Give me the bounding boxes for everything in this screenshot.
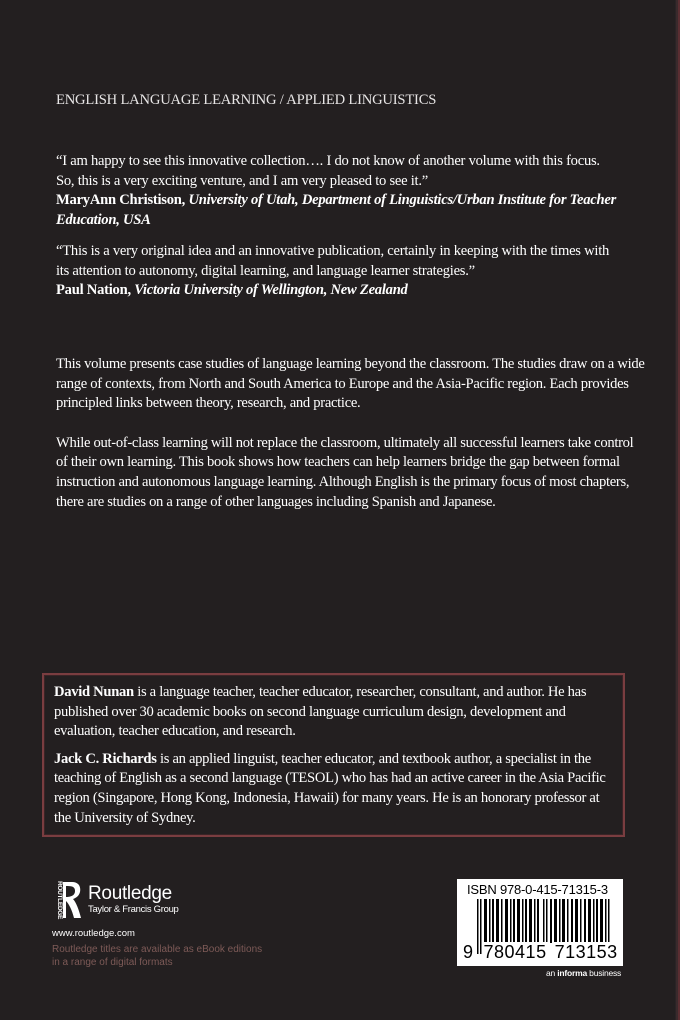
author-bio-text: is a language teacher, teacher educator, researcher, consultant, and author. He has published over 30 academic books on second language curriculum design, development and evaluation, teacher education, and research. <box>54 684 587 740</box>
author-bio-text: is an applied linguist, teacher educator, and textbook author, a specialist in the teaching of English as a second language (TESOL) who has had an active career in the Asia Pacific region (Singapore, Hong Kong, Indonesia, Hawaii) for many years. He is an honorary professor at the University of Sydney. <box>54 750 606 826</box>
quote-line: its attention to autonomy, digital learning, and language learner strategies.” <box>56 262 475 279</box>
ebook-note: Routledge titles are available as eBook editions in a range of digital formats <box>52 944 263 968</box>
endorsement-attribution <box>56 281 636 301</box>
endorsement-quote <box>56 152 636 191</box>
publisher-logo <box>52 880 272 920</box>
endorser-affiliation: Victoria University of Wellington, New Zealand <box>134 282 408 298</box>
barcode-digit-group: 780415 <box>483 942 547 962</box>
book-description <box>56 355 646 512</box>
endorsement <box>56 242 636 301</box>
tagline-suffix: business <box>587 968 622 978</box>
series-label: ENGLISH LANGUAGE LEARNING / APPLIED LINGUISTICS <box>56 92 437 108</box>
isbn-barcode <box>457 879 623 966</box>
routledge-r-logo-icon <box>52 880 82 920</box>
author-bio-box <box>42 673 625 837</box>
publisher-url[interactable]: www.routledge.com <box>52 928 135 939</box>
author-name: Jack C. Richards <box>54 750 157 767</box>
description-paragraph: While out-of-class learning will not replace the classroom, ultimately all successful learners take control of their own learning. This book shows how teachers can help learners bridge the gap between formal instruction and autonomous language learning. Although English is the primary focus of most chapters, there are studies on a range of other languages including Spanish and Japanese. <box>56 434 634 510</box>
quote-line: “I am happy to see this innovative collection…. I do not know of another volume with this focus. <box>56 153 600 169</box>
quote-line: So, this is a very exciting venture, and I am very pleased to see it.” <box>56 172 428 189</box>
barcode-digit-group: 713153 <box>554 942 618 962</box>
tagline-brand: informa <box>557 968 587 978</box>
author-bio <box>54 750 615 828</box>
isbn-label: ISBN 978-0-415-71315-3 <box>467 882 608 897</box>
endorsement <box>56 152 636 230</box>
informa-tagline <box>546 968 621 978</box>
tagline-prefix: an <box>546 968 558 978</box>
endorsements <box>56 152 636 301</box>
barcode-lead-digit: 9 <box>463 942 474 962</box>
publisher-block <box>52 880 272 969</box>
endorsement-quote <box>56 242 636 281</box>
endorser-name: Paul Nation, <box>56 282 131 298</box>
endorser-name: MaryAnn Christison, <box>56 192 186 208</box>
author-name: David Nunan <box>54 684 134 700</box>
endorser-affiliation: University of Utah, Department of Linguistics/Urban Institute for Teacher Education, USA <box>56 192 617 228</box>
endorsement-attribution <box>56 191 636 230</box>
spine-edge <box>675 0 680 1020</box>
author-bio <box>54 683 615 742</box>
publisher-group: Taylor & Francis Group <box>88 904 179 915</box>
barcode-digits <box>463 942 619 963</box>
description-paragraph: This volume presents case studies of language learning beyond the classroom. The studies draw on a wide range of contexts, from North and South America to Europe and the Asia-Pacific region. Each provides principled links between theory, research, and practice. <box>56 356 645 412</box>
quote-line: “This is a very original idea and an innovative publication, certainly in keeping with the times with <box>56 243 610 259</box>
publisher-name: Routledge <box>88 883 172 904</box>
svg-text:ROUTLEDGE: ROUTLEDGE <box>56 880 63 920</box>
